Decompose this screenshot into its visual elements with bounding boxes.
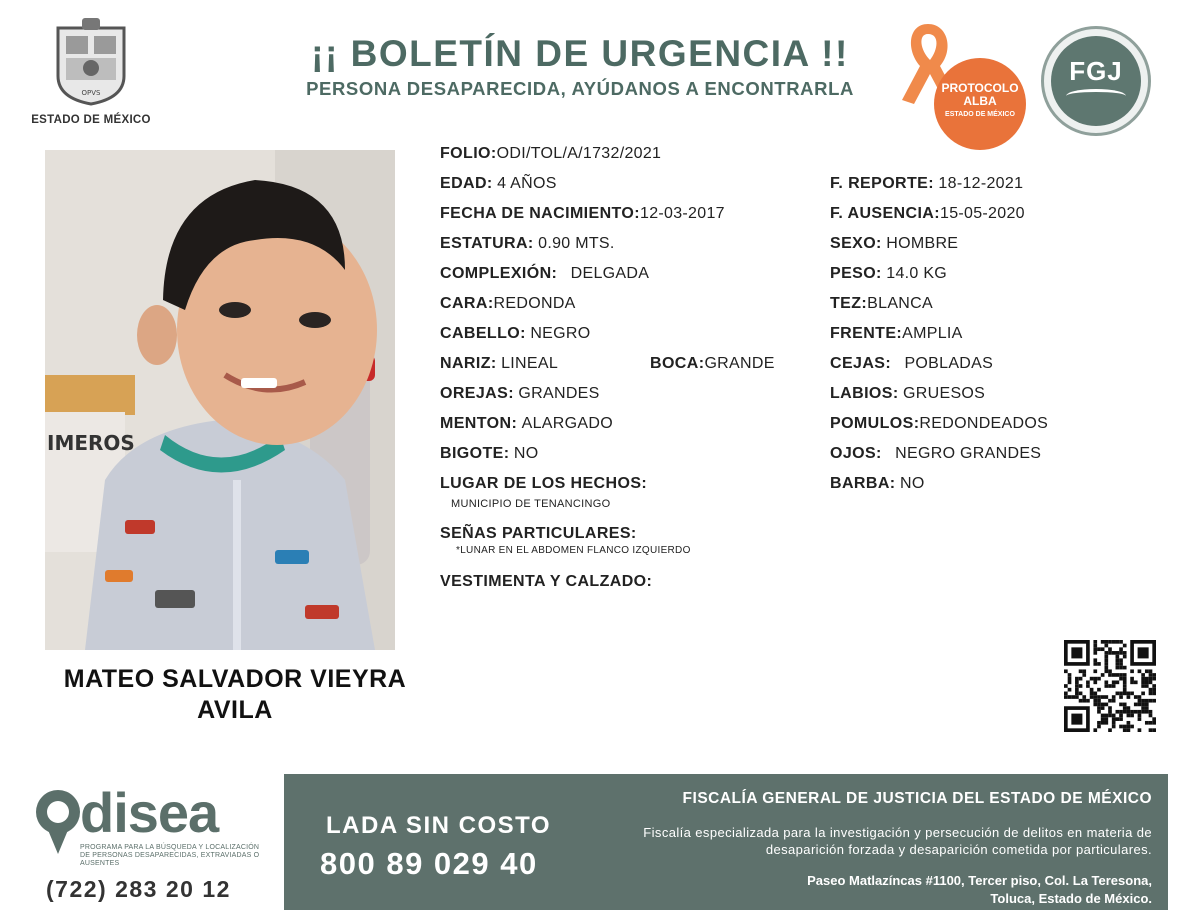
odisea-logo xyxy=(34,781,274,906)
odisea-wordmark: disea xyxy=(80,781,219,844)
field-tez: TEZ:BLANCA xyxy=(830,295,933,312)
svg-text:IMEROS: IMEROS xyxy=(47,431,135,455)
field-cabello: CABELLO: NEGRO xyxy=(440,325,591,342)
fiscalia-description: Fiscalía especializada para la investigación y persecución de delitos en materia de desaparición forzada y desaparición cometida por particulares. xyxy=(643,825,1152,857)
field-f-ausencia: F. AUSENCIA:15-05-2020 xyxy=(830,205,1025,222)
fiscalia-title: FISCALÍA GENERAL DE JUSTICIA DEL ESTADO DE MÉXICO xyxy=(682,790,1152,807)
field-complexion: COMPLEXIÓN: DELGADA xyxy=(440,265,650,282)
gov-label: ESTADO DE MÉXICO xyxy=(31,114,151,126)
field-frente: FRENTE:AMPLIA xyxy=(830,325,963,342)
field-vestimenta: VESTIMENTA Y CALZADO: xyxy=(440,573,653,590)
page-title: ¡¡ BOLETÍN DE URGENCIA !! xyxy=(311,33,849,74)
wings-icon xyxy=(1066,89,1126,103)
coat-of-arms-icon xyxy=(52,18,130,106)
missing-person-photo xyxy=(45,150,395,650)
field-orejas: OREJAS: GRANDES xyxy=(440,385,600,402)
field-edad: EDAD: 4 AÑOS xyxy=(440,175,557,192)
footer-band xyxy=(284,774,1168,910)
field-sexo: SEXO: HOMBRE xyxy=(830,235,959,252)
field-f-reporte: F. REPORTE: 18-12-2021 xyxy=(830,175,1024,192)
lada-phone-number[interactable]: 800 89 029 40 xyxy=(320,846,538,881)
field-boca: BOCA:GRANDE xyxy=(650,355,775,372)
person-name: MATEO SALVADOR VIEYRA AVILA xyxy=(63,665,407,724)
alba-badge: PROTOCOLO ALBA ESTADO DE MÉXICO xyxy=(934,58,1026,150)
field-menton: MENTON: ALARGADO xyxy=(440,415,613,432)
page-subtitle: PERSONA DESAPARECIDA, AYÚDANOS A ENCONTRARLA xyxy=(306,78,854,99)
field-folio: FOLIO:ODI/TOL/A/1732/2021 xyxy=(440,145,662,162)
field-ojos: OJOS: NEGRO GRANDES xyxy=(830,445,1042,462)
lada-label: LADA SIN COSTO xyxy=(326,812,552,839)
qr-code[interactable] xyxy=(1064,640,1156,732)
fgj-label: FGJ xyxy=(1069,56,1123,86)
fgj-seal xyxy=(1041,26,1151,136)
svg-text:OPVS: OPVS xyxy=(81,89,101,97)
estado-de-mexico-logo xyxy=(28,18,154,126)
field-cara: CARA:REDONDA xyxy=(440,295,576,312)
field-peso: PESO: 14.0 KG xyxy=(830,265,948,282)
lugar-hechos-value: MUNICIPIO DE TENANCINGO xyxy=(451,498,611,510)
field-estatura: ESTATURA: 0.90 MTS. xyxy=(440,235,615,252)
field-bigote: BIGOTE: NO xyxy=(440,445,539,462)
field-fecha-nacimiento: FECHA DE NACIMIENTO:12-03-2017 xyxy=(440,205,725,222)
protocolo-alba-logo xyxy=(898,20,1030,138)
field-nariz: NARIZ: LINEAL xyxy=(440,355,559,372)
odisea-phone[interactable]: (722) 283 20 12 xyxy=(46,876,231,902)
map-pin-icon xyxy=(34,786,86,856)
field-labios: LABIOS: GRUESOS xyxy=(830,385,986,402)
field-lugar-hechos: LUGAR DE LOS HECHOS: xyxy=(440,475,648,492)
senas-particulares-value: *LUNAR EN EL ABDOMEN FLANCO IZQUIERDO xyxy=(456,545,691,556)
fiscalia-address: Paseo Matlazíncas #1100, Tercer piso, Col. La Teresona, Toluca, Estado de México. xyxy=(807,873,1152,906)
odisea-program-text: PROGRAMA PARA LA BÚSQUEDA Y LOCALIZACIÓN DE PERSONAS DESAPARECIDAS, EXTRAVIADAS O AUSENTES xyxy=(80,844,260,867)
bulletin-header xyxy=(250,32,910,100)
field-senas-particulares: SEÑAS PARTICULARES: xyxy=(440,525,637,542)
child-portrait-image xyxy=(45,150,395,650)
field-pomulos: POMULOS:REDONDEADOS xyxy=(830,415,1049,432)
field-barba: BARBA: NO xyxy=(830,475,925,492)
field-cejas: CEJAS: POBLADAS xyxy=(830,355,994,372)
